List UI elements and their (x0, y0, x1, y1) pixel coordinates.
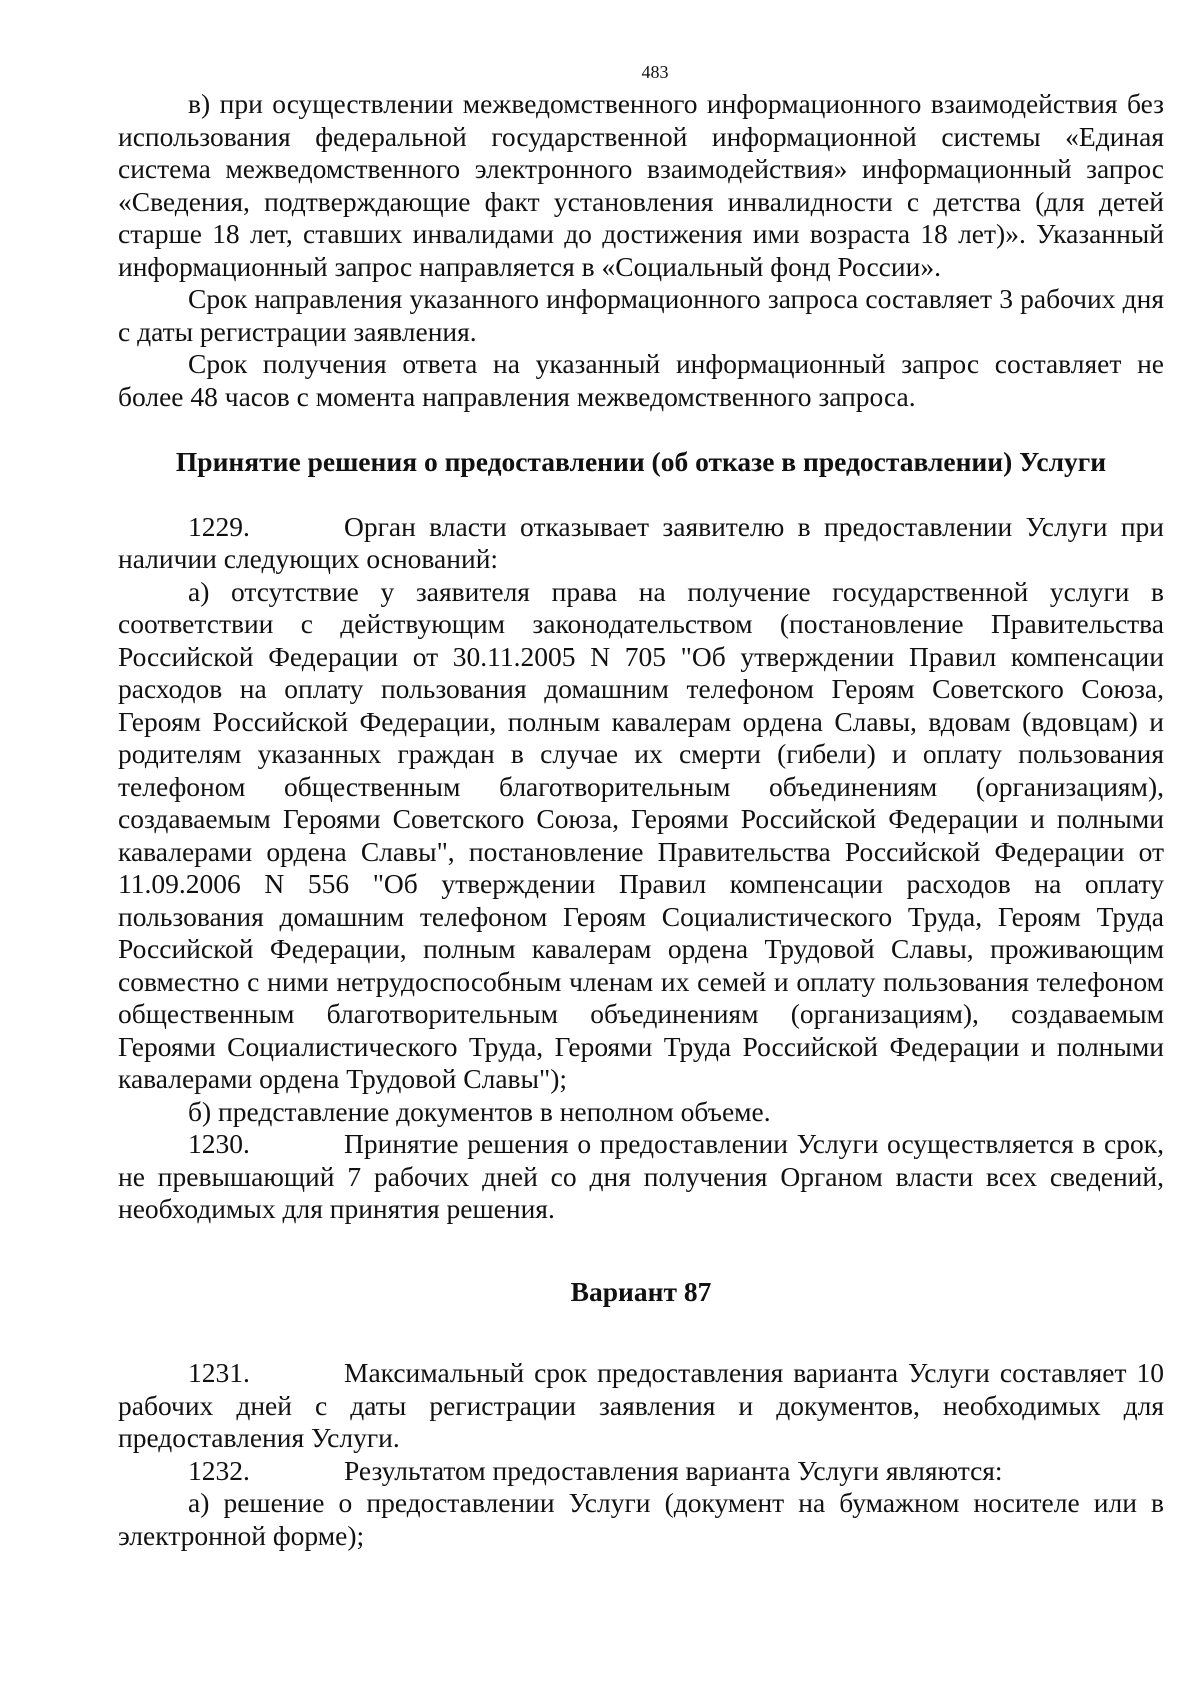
page-number: 483 (641, 62, 669, 82)
clause-text: Орган власти отказывает заявителю в предоставлении Услуги при наличии следующих оснований: (118, 510, 1164, 574)
paragraph-request-sending-deadline: Срок направления указанного информационного запроса составляет 3 рабочих дня с даты регистрации заявления. (118, 283, 1164, 347)
section-heading-variant: Вариант 87 (570, 1275, 712, 1307)
clause-1229 (118, 511, 1164, 576)
clause-1229-item-a: а) отсутствие у заявителя права на получение государственной услуги в соответствии с действующим законодательством (постановление Правительства Российской Федерации от 30.11.2005 N 705 "Об утверждении Правил компенсации расходов на оплату пользования домашним телефоном Героям Советского Союза, Героям Российской Федерации, полным кавалерам ордена Славы, вдовам (вдовцам) и родителям указанных граждан в случае их смерти (гибели) и оплату пользования телефоном общественным благотворительным объединениям (организациям), создаваемым Героями Советского Союза, Героями Российской Федерации и полными кавалерами ордена Славы", постановление Правительства Российской Федерации от 11.09.2006 N 556 "Об утверждении Правил компенсации расходов на оплату пользования домашним телефоном Героям Социалистического Труда, Героям Труда Российской Федерации, полным кавалерам ордена Трудовой Славы, проживающим совместно с ними нетрудоспособным членам их семей и оплату пользования телефоном общественным благотворительным объединениям (организациям), создаваемым Героями Социалистического Труда, Героями Труда Российской Федерации и полными кавалерами ордена Трудовой Славы"); (118, 575, 1164, 1094)
clause-number: 1230. (188, 1128, 250, 1159)
document-page (118, 62, 1164, 1552)
clause-1229-item-b: б) представление документов в неполном объеме. (188, 1095, 771, 1127)
clause-text: Принятие решения о предоставлении Услуги осуществляется в срок, не превышающий 7 рабочих дней со дня получения Органом власти всех сведений, необходимых для принятия решения. (118, 1128, 1164, 1224)
clause-1231 (118, 1357, 1164, 1455)
clause-number: 1232. (188, 1454, 250, 1486)
clause-1230 (118, 1128, 1164, 1226)
section-heading-decision: Принятие решения о предоставлении (об отказе в предоставлении) Услуги (175, 446, 1107, 477)
clause-text: Максимальный срок предоставления варианта Услуги составляет 10 рабочих дней с даты регистрации заявления и документов, необходимых для предоставления Услуги. (118, 1357, 1164, 1453)
clause-number: 1229. (188, 510, 250, 542)
clause-1232-item-a: а) решение о предоставлении Услуги (документ на бумажном носителе или в электронной форме); (118, 1487, 1164, 1551)
clause-text: Результатом предоставления варианта Услуги являются: (344, 1454, 1003, 1486)
paragraph-v-interagency-request: в) при осуществлении межведомственного информационного взаимодействия без использования федеральной государственной информационной системы «Единая система межведомственного электронного взаимодействия» информационный запрос «Сведения, подтверждающие факт установления инвалидности с детства (для детей старше 18 лет, ставших инвалидами до достижения ими возраста 18 лет)». Указанный информационный запрос направляется в «Социальный фонд России». (118, 88, 1164, 282)
clause-1232 (118, 1455, 1164, 1488)
paragraph-response-deadline: Срок получения ответа на указанный информационный запрос составляет не более 48 часов с момента направления межведомственного запроса. (118, 348, 1164, 412)
clause-number: 1231. (188, 1357, 250, 1388)
